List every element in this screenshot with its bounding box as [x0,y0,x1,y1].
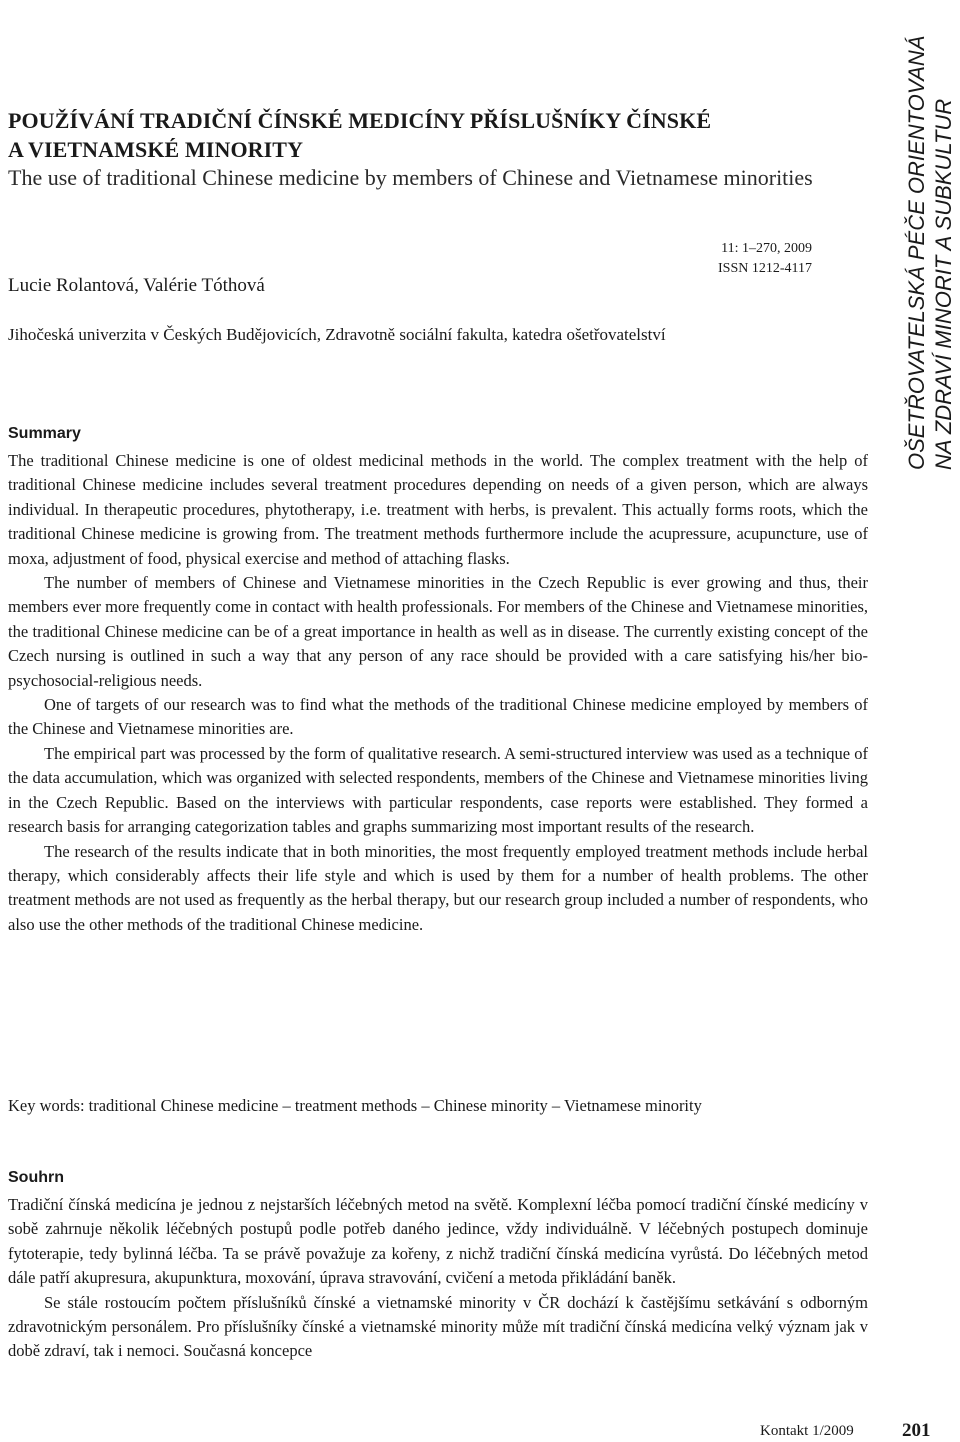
souhrn-body [8,1193,868,1364]
side-heading-line1: OŠETŘOVATELSKÁ PÉČE ORIENTOVANÁ [904,35,929,470]
keywords [8,1094,868,1118]
summary-body [8,449,868,937]
section-side-heading [903,0,957,470]
summary-heading: Summary [8,425,81,442]
volume-info: 11: 1–270, 2009 [721,241,812,256]
article-title [8,106,848,164]
souhrn-paragraph: Se stále rostoucím počtem příslušníků čínské a vietnamské minority v ČR dochází k častějšímu setkávání s odborným zdravotnickým personálem. Pro příslušníky čínské a vietnamské minority může mít tradiční čínská medicína velký význam jak v době zdraví, tak i nemoci. Současná koncepce [8,1292,868,1361]
issn: ISSN 1212-4117 [718,261,812,276]
affiliation: Jihočeská univerzita v Českých Budějovicích, Zdravotně sociální fakulta, katedra ošetřovatelství [8,325,666,344]
summary-paragraph: The number of members of Chinese and Vietnamese minorities in the Czech Republic is ever growing and thus, their members ever more frequently come in contact with health professionals. For members of the Chinese and Vietnamese minorities, the traditional Chinese medicine can be of a great importance in health as well as in disease. The currently existing concept of the Czech nursing is outlined in such a way that any person of any race should be provided with a care satisfying his/her bio-psychosocial-religious needs. [8,573,868,690]
summary-paragraph: One of targets of our research was to find what the methods of the traditional Chinese medicine employed by members of the Chinese and Vietnamese minorities are. [8,695,868,739]
keywords-text: Key words: traditional Chinese medicine – treatment methods – Chinese minority – Vietnamese minority [8,1096,702,1115]
summary-paragraph: The traditional Chinese medicine is one of oldest medicinal methods in the world. The complex treatment with the help of traditional Chinese medicine includes several treatment procedures depending on needs of a given person, which are always individual. In therapeutic procedures, phytotherapy, i.e. treatment with herbs, is prevalent. This actually forms roots, which the traditional Chinese medicine is growing from. The treatment methods furthermore include the acupressure, acupuncture, use of moxa, adjustment of food, physical exercise and method of attaching flasks. [8,451,868,568]
publication-meta [600,239,812,279]
authors: Lucie Rolantová, Valérie Tóthová [8,275,265,296]
article-title-english: The use of traditional Chinese medicine by members of Chinese and Vietnamese minorities [8,165,813,190]
souhrn-paragraph: Tradiční čínská medicína je jednou z nejstarších léčebných metod na světě. Komplexní léčba pomocí tradiční čínské medicíny v sobě zahrnuje několik léčebných postupů podle potřeb daného jedince, vždy individuálně. V léčebných postupech dominuje fytoterapie, tedy bylinná léčba. Ta se právě považuje za kořeny, z nichž tradiční čínská medicína vyrůstá. Do léčebných metod dále patří akupresura, akupunktura, moxování, úprava stravování, cvičení a metoda přikládání baněk. [8,1195,868,1288]
article-title-line2: A VIETNAMSKÉ MINORITY [8,137,304,162]
souhrn-heading: Souhrn [8,1169,64,1186]
journal-footer: Kontakt 1/2009 [760,1423,854,1439]
article-title-line1: POUŽÍVÁNÍ TRADIČNÍ ČÍNSKÉ MEDICÍNY PŘÍSLUŠNÍKY ČÍNSKÉ [8,108,712,133]
summary-paragraph: The research of the results indicate that in both minorities, the most frequently employed treatment methods include herbal therapy, which considerably affects their life style and which is used by them for a number of health problems. The other treatment methods are not used as frequently as the herbal therapy, but our research group included a number of respondents, who also use the other methods of the traditional Chinese medicine. [8,841,868,934]
side-heading-line2: NA ZDRAVÍ MINORIT A SUBKULTUR [931,98,956,470]
summary-paragraph: The empirical part was processed by the form of qualitative research. A semi-structured interview was used as a technique of the data accumulation, which was organized with selected respondents, members of the Chinese and Vietnamese minorities living in the Czech Republic. Based on the interviews with particular respondents, case reports were established. They formed a research basis for arranging categorization tables and graphs summarizing most important results of the research. [8,743,868,837]
page-number: 201 [902,1420,931,1441]
